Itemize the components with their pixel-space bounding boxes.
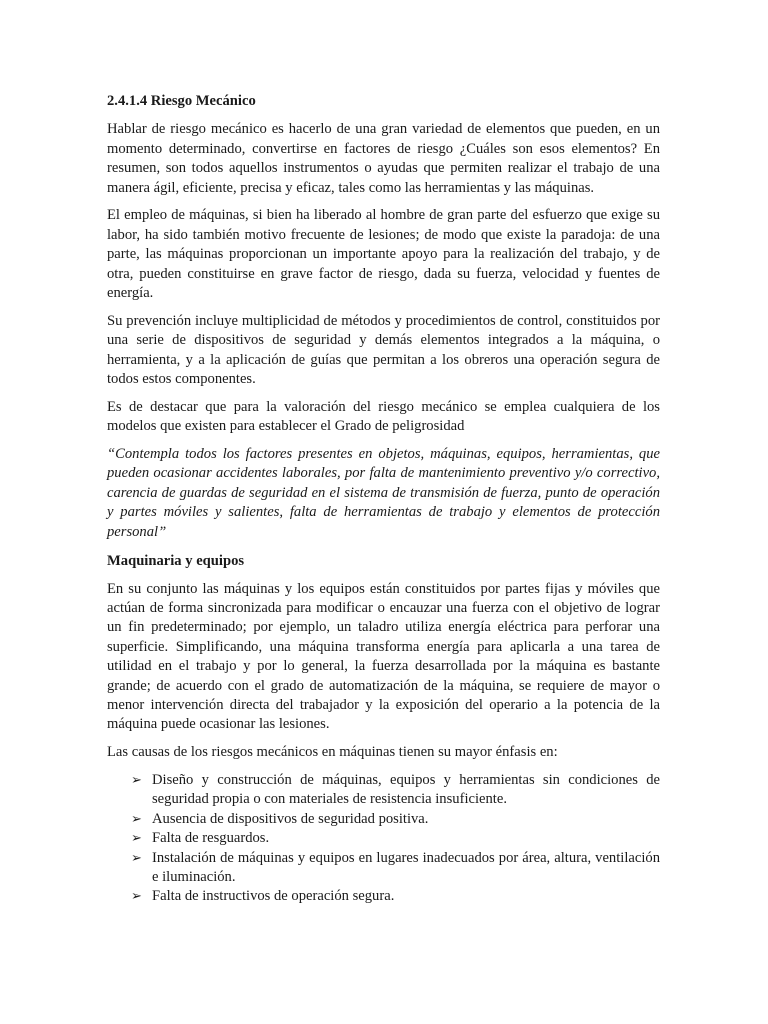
causes-list [107, 771, 660, 907]
subsection-title: Maquinaria y equipos [107, 553, 245, 570]
list-item [107, 887, 660, 906]
list-item-text: Instalación de máquinas y equipos en lugares inadecuados por área, altura, ventilación e iluminación. [152, 849, 660, 885]
block-quote: “Contempla todos los factores presentes en objetos, máquinas, equipos, herramientas, que pueden ocasionar accidentes laborales, por falta de mantenimiento preventivo y/o correctivo, carencia de guardas de seguridad en el sistema de transmisión de fuerza, punto de operación y partes móviles y salientes, falta de herramientas de trabajo y elementos de protección personal” [107, 446, 660, 540]
list-item-text: Falta de instructivos de operación segura. [152, 888, 395, 905]
list-item-text: Ausencia de dispositivos de seguridad positiva. [152, 810, 429, 827]
arrow-bullet-icon: ➢ [131, 831, 142, 847]
list-item [107, 810, 660, 829]
paragraph-prevention: Su prevención incluye multiplicidad de métodos y procedimientos de control, constituidos por una serie de dispositivos de seguridad y demás elementos integrados a la máquina, o herramienta, y a la aplicación de guías que permitan a los obreros una operación segura de todos estos componentes. [107, 312, 660, 388]
arrow-bullet-icon: ➢ [131, 850, 142, 866]
document-page [107, 92, 660, 907]
arrow-bullet-icon: ➢ [131, 811, 142, 827]
paragraph-machinery: En su conjunto las máquinas y los equipos están constituidos por partes fijas y móviles que actúan de forma sincronizada para modificar o encauzar una fuerza con el objetivo de lograr un fin predeterminado; por ejemplo, un taladro utiliza energía eléctrica para perforar una superficie. Simplificando, una máquina transforma energía para aplicarla a una tarea de utilidad en el trabajo y por lo general, la fuerza desarrollada por la máquina es bastante grande; de acuerdo con el grado de automatización de la máquina, se requiere de mayor o menor intervención directa del trabajador y la exposición del operario a la potencia de la máquina puede ocasionar las lesiones. [107, 580, 660, 733]
list-item [107, 771, 660, 810]
paragraph-causes-intro: Las causas de los riesgos mecánicos en máquinas tienen su mayor énfasis en: [107, 744, 558, 761]
arrow-bullet-icon: ➢ [131, 772, 142, 788]
list-item [107, 849, 660, 888]
section-title: 2.4.1.4 Riesgo Mecánico [107, 93, 256, 109]
list-item-text: Falta de resguardos. [152, 830, 270, 847]
list-item [107, 829, 660, 848]
arrow-bullet-icon: ➢ [131, 889, 142, 905]
paragraph-assessment: Es de destacar que para la valoración del riesgo mecánico se emplea cualquiera de los modelos que existen para establecer el Grado de peligrosidad [107, 398, 660, 435]
paragraph-machine-use: El empleo de máquinas, si bien ha liberado al hombre de gran parte del esfuerzo que exige su labor, ha sido también motivo frecuente de lesiones; de modo que existe la paradoja: de una parte, las máquinas proporcionan un importante apoyo para la realización del trabajo, y de otra, pueden constituirse en grave factor de riesgo, dada su fuerza, velocidad y fuentes de energía. [107, 207, 660, 302]
list-item-text: Diseño y construcción de máquinas, equipos y herramientas sin condiciones de seguridad propia o con materiales de resistencia insuficiente. [152, 771, 660, 808]
paragraph-intro: Hablar de riesgo mecánico es hacerlo de una gran variedad de elementos que pueden, en un momento determinado, convertirse en factores de riesgo ¿Cuáles son esos elementos? En resumen, son todos aquellos instrumentos o ayudas que permiten realizar el trabajo de una manera ágil, eficiente, precisa y eficaz, tales como las herramientas y las máquinas. [107, 121, 660, 196]
